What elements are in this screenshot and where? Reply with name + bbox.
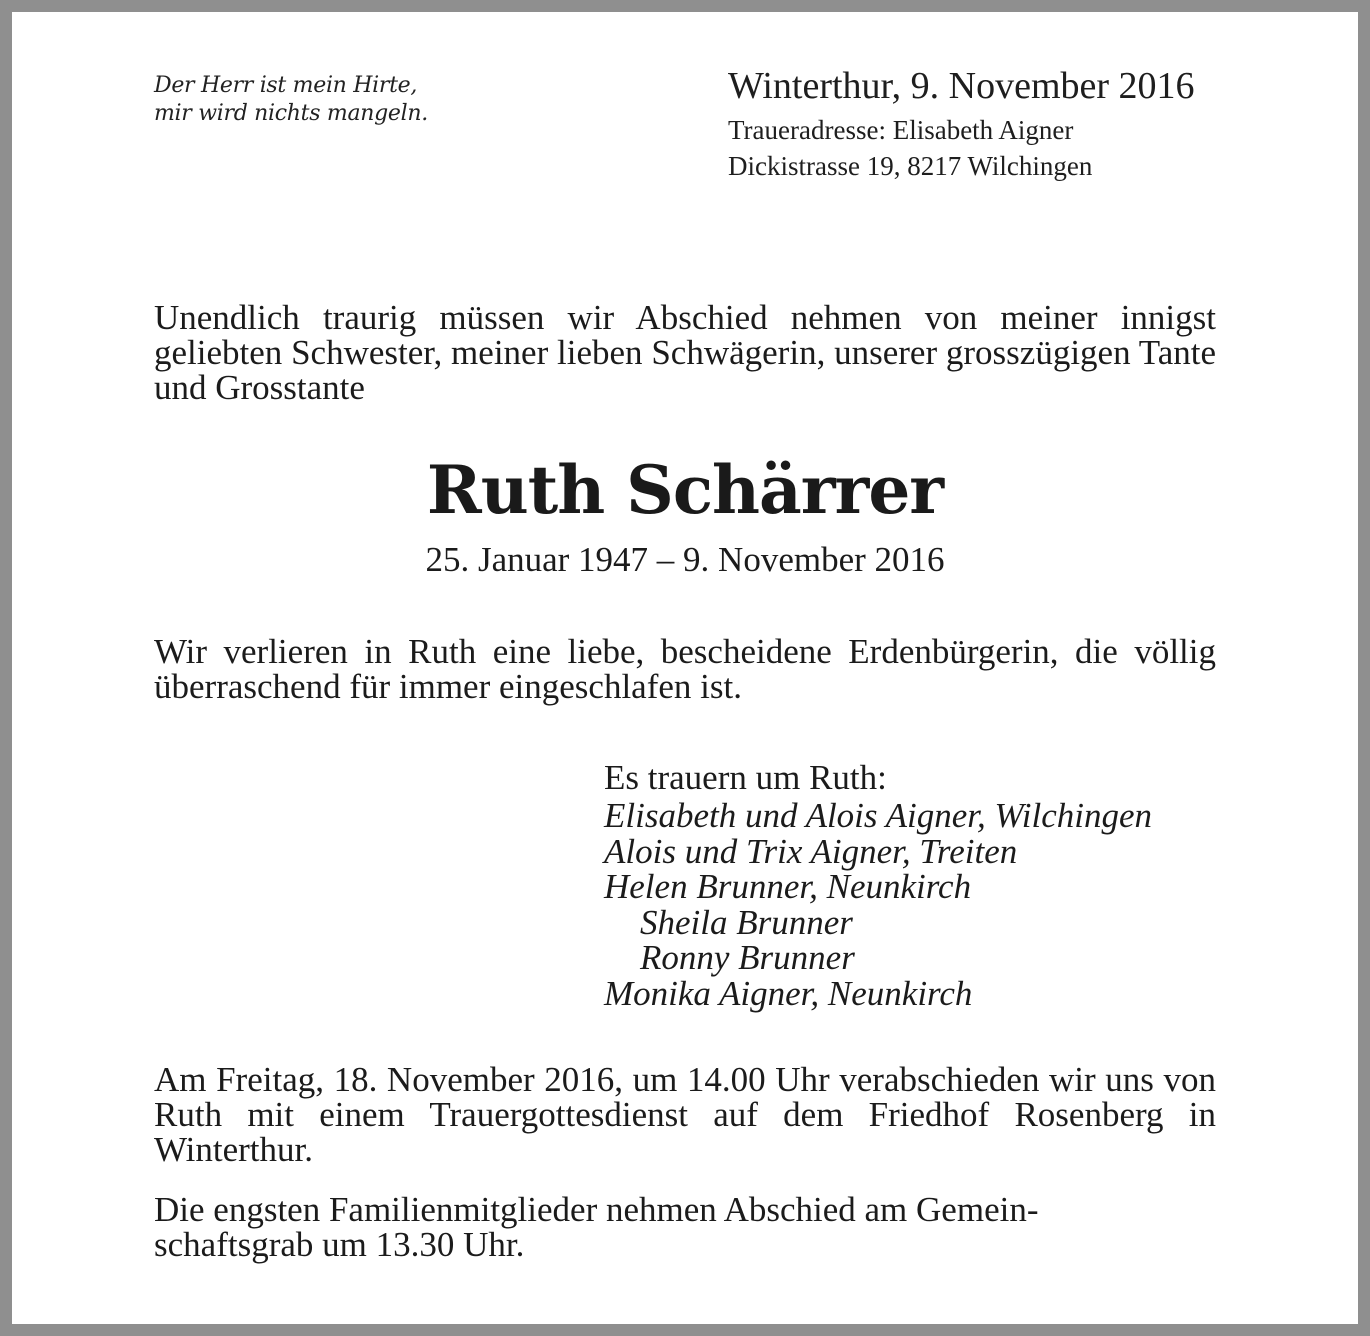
obituary-notice	[12, 12, 1358, 1324]
intro-paragraph: Unendlich traurig müssen wir Abschied nehmen von meiner innigst geliebten Schwester, meiner lieben Schwägerin, unserer grosszügigen Tante und Grosstante	[154, 298, 1216, 407]
mourning-address-line-1: Traueradresse: Elisabeth Aigner	[728, 115, 1074, 145]
mourner-item: Elisabeth und Alois Aigner, Wilchingen	[604, 796, 1152, 835]
place-and-date: Winterthur, 9. November 2016	[728, 65, 1195, 107]
graveside-line-2: schaftsgrab um 13.30 Uhr.	[154, 1225, 525, 1264]
mourning-address	[728, 112, 1092, 184]
mourners-heading: Es trauern um Ruth:	[604, 758, 887, 797]
graveside-line-1: Die engsten Familienmitglieder nehmen Abschied am Gemein-	[154, 1190, 1039, 1229]
bible-verse-line-2: mir wird nichts mangeln.	[154, 101, 428, 126]
mourner-item: Monika Aigner, Neunkirch	[604, 973, 973, 1013]
bible-verse-line-1: Der Herr ist mein Hirte,	[154, 73, 418, 98]
life-dates: 25. Januar 1947 – 9. November 2016	[425, 540, 945, 579]
mourners-list	[604, 798, 1152, 1011]
deceased-name: Ruth Schärrer	[426, 451, 944, 529]
tribute-paragraph: Wir verlieren in Ruth eine liebe, bescheidene Erdenbürgerin, die völlig überraschend für immer eingeschlafen ist.	[154, 632, 1216, 706]
mourner-item: Helen Brunner, Neunkirch	[604, 867, 972, 906]
graveside-paragraph	[154, 1192, 1216, 1262]
mourner-item: Ronny Brunner	[640, 938, 855, 977]
bible-verse	[154, 72, 428, 128]
mourning-address-line-2: Dickistrasse 19, 8217 Wilchingen	[728, 151, 1093, 181]
funeral-service-paragraph: Am Freitag, 18. November 2016, um 14.00 Uhr verabschieden wir uns von Ruth mit einem Trauergottesdienst auf dem Friedhof Rosenberg in Winterthur.	[154, 1060, 1216, 1169]
mourner-item: Sheila Brunner	[640, 902, 853, 942]
mourner-item: Alois und Trix Aigner, Treiten	[604, 831, 1018, 871]
